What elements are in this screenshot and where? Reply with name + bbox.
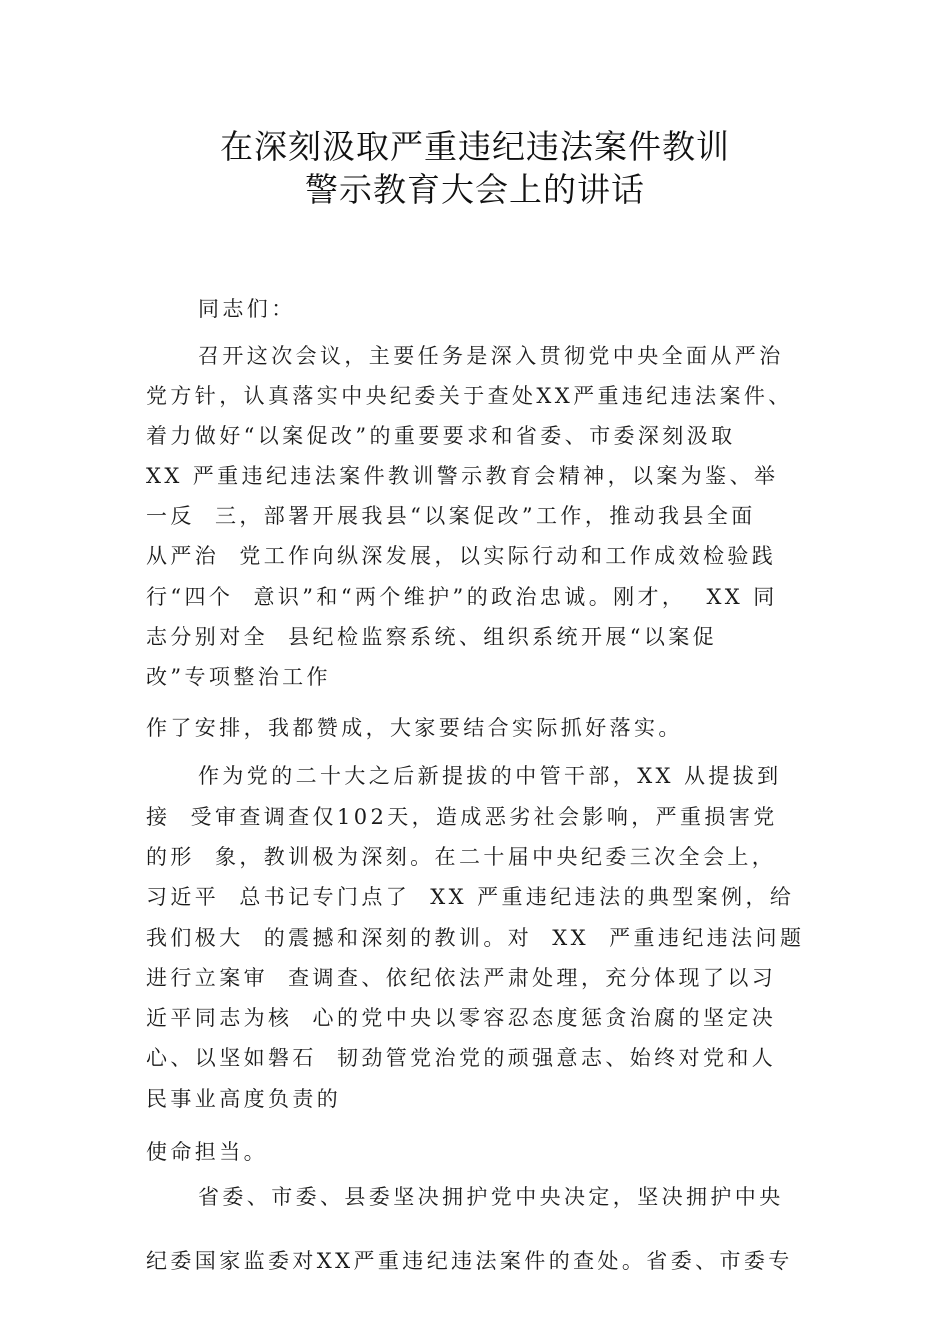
body-line: 纪委国家监委对XX严重违纪违法案件的查处。省委、市委专 bbox=[146, 1249, 793, 1273]
body-line: 省委、市委、县委坚决拥护党中央决定，坚决拥护中央 bbox=[198, 1185, 784, 1209]
body-line: 接 受审查调查仅102天，造成恶劣社会影响，严重损害党 bbox=[146, 805, 778, 829]
body-line: 使命担当。 bbox=[146, 1140, 268, 1164]
body-line: 作为党的二十大之后新提拔的中管干部，XX 从提拔到 bbox=[198, 764, 782, 788]
body-line: XX 严重违纪违法案件教训警示教育会精神，以案为鉴、举 bbox=[146, 464, 779, 488]
body-line: 习近平 总书记专门点了 XX 严重违纪违法的典型案例，给 bbox=[146, 885, 795, 909]
body-line: 一反 三，部署开展我县“以案促改”工作，推动我县全面 bbox=[146, 504, 756, 528]
body-line: 着力做好“以案促改”的重要要求和省委、市委深刻汲取 bbox=[146, 424, 736, 448]
body-line: 党方针，认真落实中央纪委关于查处XX严重违纪违法案件、 bbox=[146, 384, 793, 408]
body-line: 心、以坚如磐石 韧劲管党治党的顽强意志、始终对党和人 bbox=[146, 1046, 777, 1070]
body-line: 我们极大 的震撼和深刻的教训。对 XX 严重违纪违法问题 bbox=[146, 926, 805, 950]
body-line: 的形 象，教训极为深刻。在二十届中央纪委三次全会上， bbox=[146, 845, 777, 869]
body-line: 从严治 党工作向纵深发展，以实际行动和工作成效检验践 bbox=[146, 544, 777, 568]
body-line: 召开这次会议，主要任务是深入贯彻党中央全面从严治 bbox=[198, 344, 784, 368]
salutation: 同志们： bbox=[198, 297, 296, 321]
document-title-line-2: 警示教育大会上的讲话 bbox=[305, 170, 645, 209]
body-line: 行“四个 意识”和“两个维护”的政治忠诚。刚才， XX 同 bbox=[146, 585, 778, 609]
body-line: 志分别对全 县纪检监察系统、组织系统开展“以案促 bbox=[146, 625, 718, 649]
body-line: 作了安排，我都赞成，大家要结合实际抓好落实。 bbox=[146, 716, 683, 740]
body-line: 民事业高度负责的 bbox=[146, 1087, 342, 1111]
body-line: 改”专项整治工作 bbox=[146, 665, 331, 689]
body-line: 近平同志为核 心的党中央以零容忍态度惩贪治腐的坚定决 bbox=[146, 1006, 777, 1030]
body-line: 进行立案审 查调查、依纪依法严肃处理，充分体现了以习 bbox=[146, 966, 777, 990]
document-title-line-1: 在深刻汲取严重违纪违法案件教训 bbox=[220, 127, 730, 166]
